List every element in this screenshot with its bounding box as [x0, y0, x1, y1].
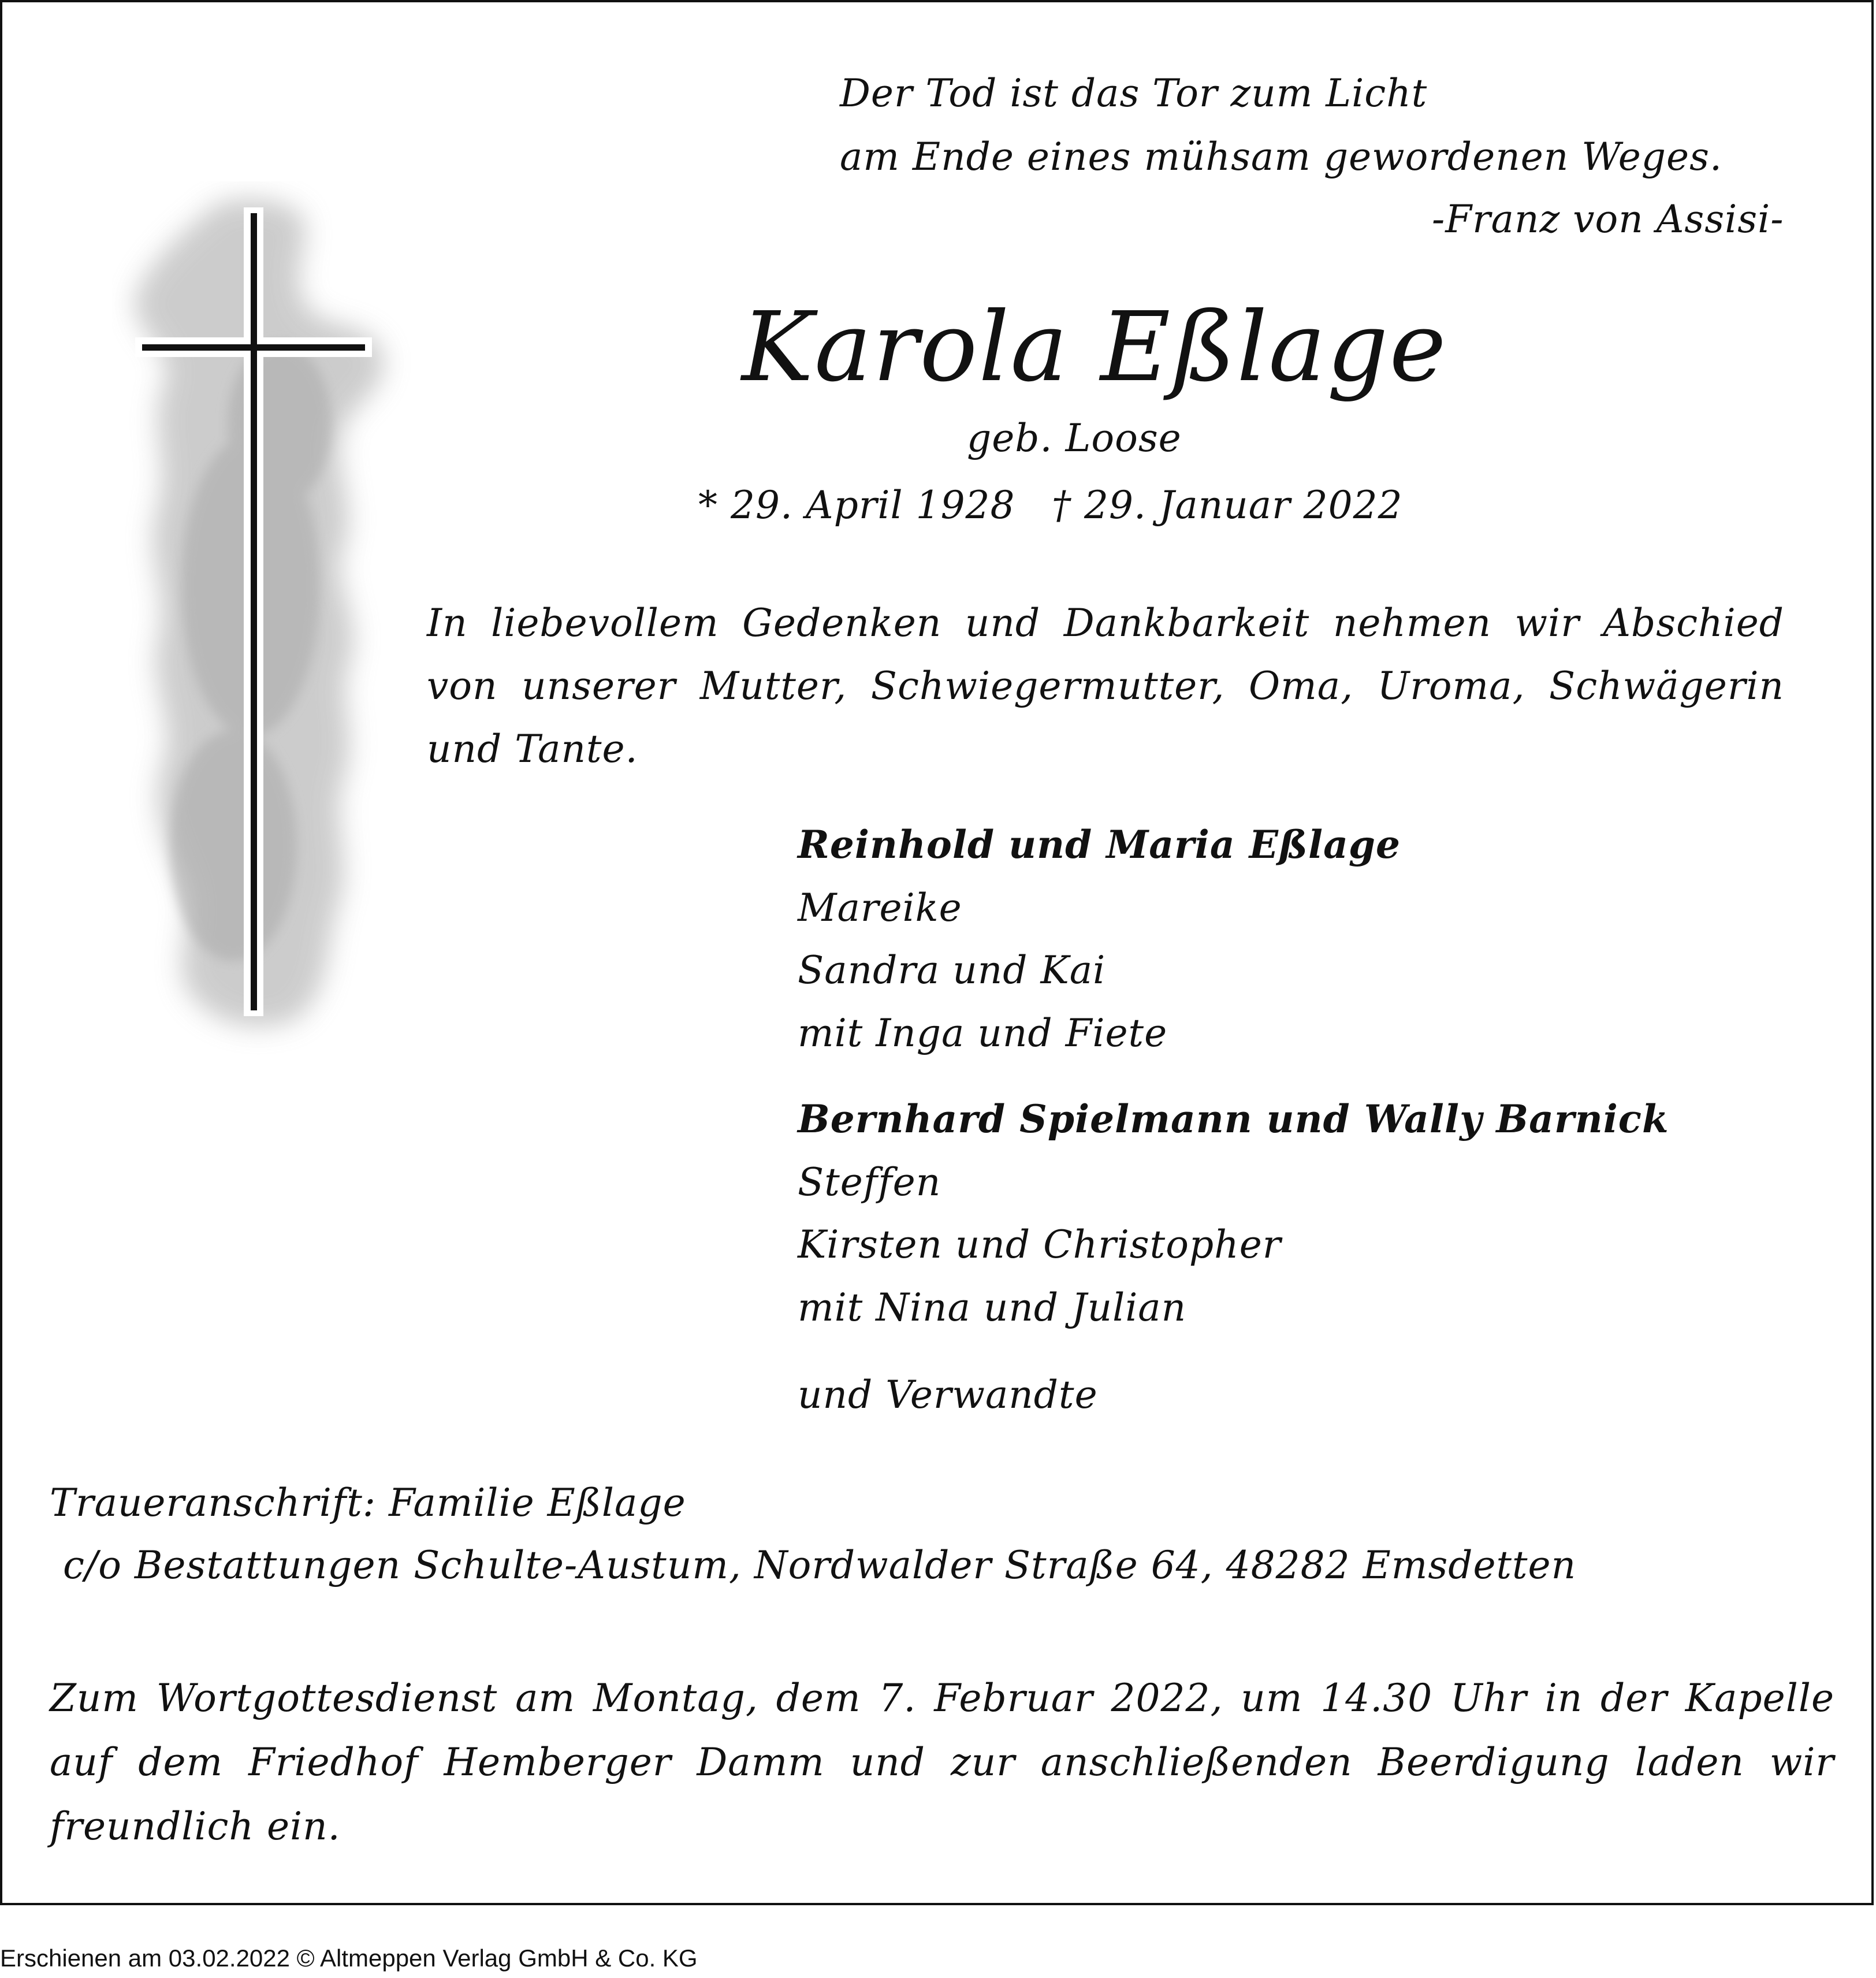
- family-1-member: Sandra und Kai: [798, 948, 1106, 992]
- intro-line: und Tante.: [427, 727, 638, 771]
- service-paragraph: [50, 1666, 1834, 1858]
- publication-footer: Erschienen am 03.02.2022 © Altmeppen Verlag GmbH & Co. KG: [0, 1944, 698, 1972]
- relatives: und Verwandte: [798, 1373, 1098, 1417]
- address-line-1: Traueranschrift: Familie Eßlage: [50, 1481, 686, 1525]
- family-2-member: Steffen: [798, 1160, 941, 1204]
- birth-name: geb. Loose: [967, 416, 1182, 460]
- family-2-member: mit Nina und Julian: [798, 1285, 1187, 1330]
- deceased-name: Karola Eßlage: [742, 292, 1447, 403]
- cross-icon: [112, 181, 412, 1077]
- quote-author: -Franz von Assisi-: [1432, 197, 1784, 241]
- family-1-head: Reinhold und Maria Eßlage: [798, 822, 1401, 867]
- service-line: auf dem Friedhof Hemberger Damm und zur anschließenden Beerdigung laden wir: [50, 1740, 1834, 1784]
- intro-paragraph: [427, 592, 1784, 780]
- family-1-member: mit Inga und Fiete: [798, 1011, 1168, 1055]
- birth-date: * 29. April 1928: [698, 483, 1015, 527]
- service-line: Zum Wortgottesdienst am Montag, dem 7. Februar 2022, um 14.30 Uhr in der Kapelle: [50, 1676, 1834, 1720]
- intro-line: von unserer Mutter, Schwiegermutter, Oma, Uroma, Schwägerin: [427, 664, 1784, 708]
- family-1-member: Mareike: [798, 886, 962, 930]
- service-line: freundlich ein.: [50, 1804, 341, 1849]
- family-2-head: Bernhard Spielmann und Wally Barnick: [798, 1096, 1669, 1142]
- family-2-member: Kirsten und Christopher: [798, 1222, 1282, 1267]
- quote-line-1: Der Tod ist das Tor zum Licht: [840, 71, 1428, 116]
- death-date: † 29. Januar 2022: [1052, 483, 1403, 527]
- intro-line: In liebevollem Gedenken und Dankbarkeit nehmen wir Abschied: [427, 601, 1784, 645]
- quote-line-2: am Ende eines mühsam gewordenen Weges.: [840, 135, 1722, 179]
- address-line-2: c/o Bestattungen Schulte-Austum, Nordwalder Straße 64, 48282 Emsdetten: [63, 1543, 1577, 1587]
